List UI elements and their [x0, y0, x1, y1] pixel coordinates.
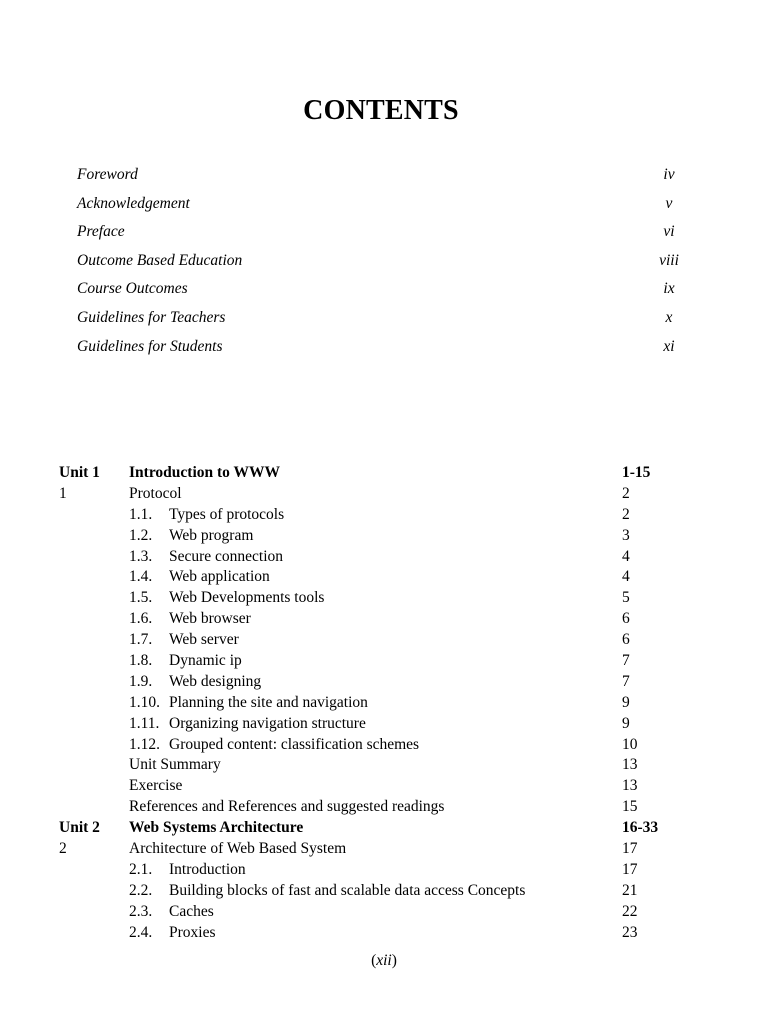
toc-unit-label: Unit 1 — [59, 464, 100, 481]
front-matter-label: Preface — [77, 223, 125, 241]
toc-page-number: 2 — [622, 484, 630, 502]
toc-page-number: 3 — [622, 526, 630, 544]
toc-section-number: 1.2. — [129, 526, 153, 544]
toc-entry-title: Unit Summary — [129, 756, 221, 774]
toc-section-row — [59, 693, 699, 714]
toc-page-number: 4 — [622, 547, 630, 565]
toc-section-row — [59, 526, 699, 547]
toc-entry-title: Web server — [169, 631, 239, 649]
front-matter-page: ix — [663, 280, 675, 298]
toc-page-number: 15 — [622, 798, 638, 816]
toc-unit-label: 2 — [59, 840, 67, 858]
toc-section-row — [59, 547, 699, 568]
toc-section-number: 2.2. — [129, 881, 153, 899]
toc-entry-title: Architecture of Web Based System — [129, 840, 347, 858]
toc-page-number: 9 — [622, 693, 630, 711]
toc-page-number: 17 — [622, 860, 638, 878]
toc-entry-title: Web application — [169, 568, 270, 586]
table-of-contents — [59, 463, 699, 943]
toc-section-number: 1.12. — [129, 735, 160, 753]
toc-chapter-row — [59, 839, 699, 860]
toc-section-row — [59, 881, 699, 902]
toc-section-row — [59, 902, 699, 923]
toc-unit-label: Unit 2 — [59, 819, 100, 837]
page-number-footer — [0, 952, 768, 970]
front-matter-row — [77, 338, 689, 367]
toc-section-row — [59, 630, 699, 651]
toc-section-number: 1.11. — [129, 714, 160, 732]
footer-page-number: xii — [376, 952, 392, 969]
toc-section-number: 2.3. — [129, 902, 153, 920]
front-matter-label: Foreword — [77, 166, 138, 183]
toc-page-number: 2 — [622, 505, 630, 523]
toc-section-row — [59, 505, 699, 526]
toc-section-row — [59, 609, 699, 630]
toc-page-number: 6 — [622, 631, 630, 649]
toc-page-number: 21 — [622, 881, 638, 899]
toc-entry-title: Web Systems Architecture — [129, 819, 304, 837]
toc-entry-title: Building blocks of fast and scalable data access Concepts — [169, 881, 526, 899]
toc-unit-row — [59, 463, 699, 484]
toc-entry-title: Web Developments tools — [169, 589, 325, 607]
toc-section-row — [59, 588, 699, 609]
toc-page-number: 16-33 — [622, 819, 659, 837]
toc-unit-row — [59, 818, 699, 839]
toc-chapter-row — [59, 797, 699, 818]
footer-open-paren: ( — [371, 952, 377, 969]
toc-entry-title: Web browser — [169, 610, 251, 628]
toc-entry-title: Web program — [169, 526, 254, 544]
toc-unit-label: 1 — [59, 484, 67, 502]
toc-section-number: 1.7. — [129, 631, 153, 649]
toc-chapter-row — [59, 755, 699, 776]
toc-section-row — [59, 714, 699, 735]
toc-chapter-row — [59, 776, 699, 797]
front-matter-label: Course Outcomes — [77, 280, 188, 298]
toc-section-number: 1.3. — [129, 547, 153, 565]
toc-entry-title: Organizing navigation structure — [169, 714, 366, 732]
front-matter-row — [77, 195, 689, 224]
toc-entry-title: Caches — [169, 902, 214, 920]
toc-section-number: 1.1. — [129, 505, 153, 523]
toc-page-number: 23 — [622, 923, 638, 941]
toc-section-number: 1.4. — [129, 568, 153, 586]
front-matter-label: Outcome Based Education — [77, 251, 243, 269]
toc-section-row — [59, 735, 699, 756]
toc-section-number: 1.6. — [129, 610, 153, 628]
toc-section-number: 1.8. — [129, 652, 153, 670]
toc-entry-title: Web designing — [169, 672, 262, 690]
toc-section-number: 2.4. — [129, 923, 153, 941]
toc-section-row — [59, 567, 699, 588]
toc-page-number: 7 — [622, 652, 630, 670]
front-matter-label: Guidelines for Students — [77, 337, 223, 355]
toc-entry-title: Introduction to WWW — [129, 464, 281, 481]
toc-section-row — [59, 672, 699, 693]
toc-section-row — [59, 860, 699, 881]
toc-entry-title: Dynamic ip — [169, 652, 242, 670]
front-matter-row — [77, 309, 689, 338]
toc-entry-title: Exercise — [129, 777, 183, 795]
front-matter-page: iv — [663, 166, 675, 183]
toc-chapter-row — [59, 484, 699, 505]
toc-entry-title: Grouped content: classification schemes — [169, 735, 420, 753]
toc-page-number: 9 — [622, 714, 630, 732]
toc-entry-title: Protocol — [129, 484, 182, 502]
front-matter-row — [77, 280, 689, 309]
front-matter-page: vi — [663, 223, 675, 241]
toc-section-row — [59, 651, 699, 672]
toc-page-number: 4 — [622, 568, 630, 586]
toc-entry-title: Planning the site and navigation — [169, 693, 368, 711]
front-matter-row — [77, 223, 689, 252]
toc-section-row — [59, 923, 699, 944]
toc-entry-title: Introduction — [169, 860, 246, 878]
footer-close-paren: ) — [391, 952, 397, 969]
toc-entry-title: Proxies — [169, 923, 216, 941]
toc-section-number: 1.5. — [129, 589, 153, 607]
toc-entry-title: Types of protocols — [169, 505, 285, 523]
front-matter-list — [77, 166, 689, 366]
toc-page-number: 5 — [622, 589, 630, 607]
toc-page-number: 1-15 — [622, 464, 651, 481]
toc-page-number: 6 — [622, 610, 630, 628]
front-matter-page: viii — [659, 251, 679, 269]
toc-page-number: 22 — [622, 902, 638, 920]
toc-entry-title: References and References and suggested readings — [129, 798, 445, 816]
toc-page-number: 10 — [622, 735, 638, 753]
toc-entry-title: Secure connection — [169, 547, 284, 565]
toc-page-number: 13 — [622, 777, 638, 795]
front-matter-page: x — [665, 308, 673, 326]
toc-page-number: 13 — [622, 756, 638, 774]
page-title: CONTENTS — [303, 95, 459, 126]
toc-section-number: 1.10. — [129, 693, 160, 711]
toc-page-number: 17 — [622, 840, 638, 858]
toc-section-number: 2.1. — [129, 860, 153, 878]
front-matter-label: Acknowledgement — [77, 194, 190, 212]
front-matter-page: xi — [663, 337, 675, 355]
front-matter-page: v — [665, 194, 673, 212]
toc-page-number: 7 — [622, 672, 630, 690]
toc-section-number: 1.9. — [129, 672, 153, 690]
front-matter-label: Guidelines for Teachers — [77, 308, 226, 326]
front-matter-row — [77, 252, 689, 281]
front-matter-row — [77, 166, 689, 195]
